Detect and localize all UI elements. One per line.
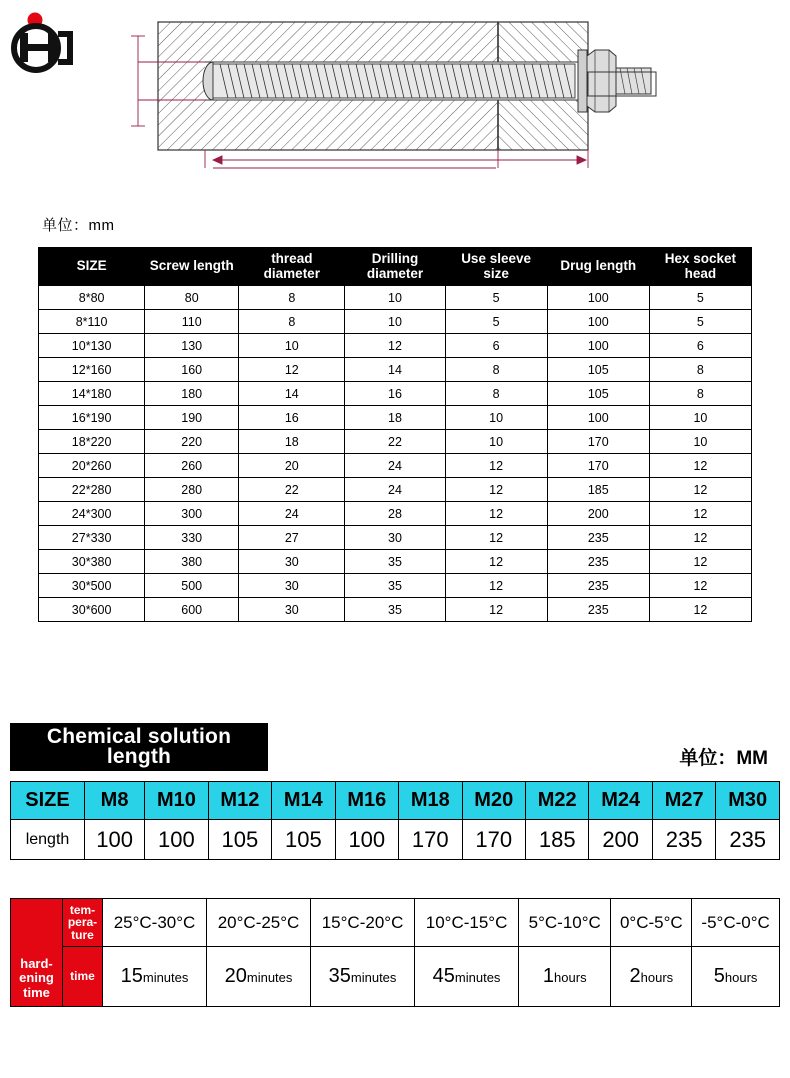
time-unit: hours: [554, 970, 587, 985]
chem-size-cell: M27: [652, 782, 715, 820]
cell-thread-diameter: 12: [239, 358, 345, 382]
cell-drilling-diameter: 18: [345, 406, 445, 430]
cell-size: 30*600: [39, 598, 145, 622]
time-cell: [103, 947, 207, 1007]
anchor-bolt-diagram: [0, 0, 790, 178]
chem-length-cell: 235: [716, 820, 780, 860]
cell-hex-socket-head: 12: [649, 454, 751, 478]
cell-drilling-diameter: 35: [345, 574, 445, 598]
cell-drilling-diameter: 35: [345, 598, 445, 622]
chemical-length-table: [10, 781, 780, 860]
cell-drilling-diameter: 30: [345, 526, 445, 550]
cell-sleeve-size: 12: [445, 574, 547, 598]
table-row: [39, 334, 752, 358]
cell-hex-socket-head: 10: [649, 430, 751, 454]
cell-size: 16*190: [39, 406, 145, 430]
chem-size-cell: M22: [525, 782, 588, 820]
chem-size-cell: M12: [208, 782, 271, 820]
cell-sleeve-size: 12: [445, 598, 547, 622]
cell-screw-length: 190: [145, 406, 239, 430]
chem-length-cell: 200: [589, 820, 652, 860]
cell-size: 20*260: [39, 454, 145, 478]
table-row: [39, 574, 752, 598]
cell-hex-socket-head: 10: [649, 406, 751, 430]
cell-drug-length: 235: [547, 526, 649, 550]
cell-size: 27*330: [39, 526, 145, 550]
table-row: [39, 310, 752, 334]
diagram-svg: [0, 0, 790, 178]
cell-sleeve-size: 10: [445, 430, 547, 454]
time-value: 2: [629, 965, 641, 987]
cell-hex-socket-head: 8: [649, 382, 751, 406]
chem-size-cell: M20: [462, 782, 525, 820]
chem-length-cell: 105: [272, 820, 335, 860]
time-value: 35: [328, 965, 351, 987]
chem-length-cell: 235: [652, 820, 715, 860]
time-unit: hours: [640, 970, 674, 985]
table-row: [39, 382, 752, 406]
chem-length-cell: 105: [208, 820, 271, 860]
table-row: [39, 598, 752, 622]
cell-size: 12*160: [39, 358, 145, 382]
cell-screw-length: 110: [145, 310, 239, 334]
table-row: [39, 478, 752, 502]
cell-size: 30*380: [39, 550, 145, 574]
cell-screw-length: 330: [145, 526, 239, 550]
cell-size: 8*80: [39, 286, 145, 310]
chem-length-cell: 185: [525, 820, 588, 860]
cell-thread-diameter: 20: [239, 454, 345, 478]
chem-row-label-size: SIZE: [11, 782, 85, 820]
cell-thread-diameter: 18: [239, 430, 345, 454]
cell-sleeve-size: 8: [445, 382, 547, 406]
label-temperature: tem-pera-ture: [63, 899, 103, 947]
table-row: [39, 550, 752, 574]
cell-thread-diameter: 24: [239, 502, 345, 526]
col-header-use-sleeve-size: Use sleeve size: [445, 248, 547, 286]
time-value: 1: [542, 965, 555, 987]
time-value: 15: [120, 965, 143, 987]
cell-hex-socket-head: 5: [649, 310, 751, 334]
col-header-size: SIZE: [39, 248, 145, 286]
cell-thread-diameter: 14: [239, 382, 345, 406]
cell-sleeve-size: 12: [445, 502, 547, 526]
temperature-cell: 25°C-30°C: [103, 899, 207, 947]
cell-drilling-diameter: 14: [345, 358, 445, 382]
table-row: [39, 430, 752, 454]
cell-sleeve-size: 5: [445, 310, 547, 334]
time-value: 5: [713, 965, 725, 987]
cell-size: 30*500: [39, 574, 145, 598]
cell-screw-length: 130: [145, 334, 239, 358]
cell-hex-socket-head: 12: [649, 574, 751, 598]
cell-sleeve-size: 5: [445, 286, 547, 310]
cell-size: 10*130: [39, 334, 145, 358]
chem-length-cell: 170: [399, 820, 462, 860]
cell-screw-length: 220: [145, 430, 239, 454]
cell-sleeve-size: 6: [445, 334, 547, 358]
table-row: [39, 358, 752, 382]
unit-label-MM: 单位：MM: [679, 748, 768, 769]
table-row: [39, 526, 752, 550]
cell-drug-length: 105: [547, 382, 649, 406]
time-row: [11, 947, 780, 1007]
unit-label-mm: 单位：mm: [42, 217, 115, 234]
cell-thread-diameter: 22: [239, 478, 345, 502]
cell-drug-length: 100: [547, 334, 649, 358]
col-header-thread-diameter: thread diameter: [239, 248, 345, 286]
temperature-cell: 15°C-20°C: [311, 899, 415, 947]
chem-length-cell: 100: [145, 820, 208, 860]
cell-drilling-diameter: 28: [345, 502, 445, 526]
chem-size-cell: M10: [145, 782, 208, 820]
cell-hex-socket-head: 12: [649, 526, 751, 550]
cell-screw-length: 300: [145, 502, 239, 526]
cell-sleeve-size: 12: [445, 526, 547, 550]
chem-size-row: [11, 782, 780, 820]
cell-thread-diameter: 30: [239, 550, 345, 574]
time-cell: [415, 947, 519, 1007]
cell-screw-length: 160: [145, 358, 239, 382]
col-header-hex-socket-head: Hex socket head: [649, 248, 751, 286]
table-row: [39, 406, 752, 430]
hardening-time-table: [10, 898, 780, 1007]
col-header-screw-length: Screw length: [145, 248, 239, 286]
cell-drug-length: 100: [547, 310, 649, 334]
cell-hex-socket-head: 12: [649, 478, 751, 502]
cell-size: 8*110: [39, 310, 145, 334]
chem-size-cell: M14: [272, 782, 335, 820]
cell-drilling-diameter: 10: [345, 286, 445, 310]
time-unit: minutes: [350, 970, 397, 985]
cell-drilling-diameter: 16: [345, 382, 445, 406]
cell-size: 18*220: [39, 430, 145, 454]
table-header-row: [39, 248, 752, 286]
time-cell: [519, 947, 611, 1007]
size-specification-table: [38, 247, 752, 622]
time-value: 45: [432, 965, 455, 987]
cell-drilling-diameter: 12: [345, 334, 445, 358]
cell-sleeve-size: 12: [445, 478, 547, 502]
cell-drug-length: 100: [547, 286, 649, 310]
cell-hex-socket-head: 12: [649, 502, 751, 526]
cell-hex-socket-head: 12: [649, 550, 751, 574]
temperature-cell: 20°C-25°C: [207, 899, 311, 947]
label-time: time: [63, 947, 103, 1007]
temperature-cell: -5°C-0°C: [692, 899, 780, 947]
temperature-cell: 0°C-5°C: [611, 899, 692, 947]
time-cell: [207, 947, 311, 1007]
cell-size: 14*180: [39, 382, 145, 406]
cell-drilling-diameter: 35: [345, 550, 445, 574]
table-row: [39, 286, 752, 310]
cell-sleeve-size: 10: [445, 406, 547, 430]
chem-length-cell: 100: [85, 820, 145, 860]
chem-length-row: [11, 820, 780, 860]
cell-drug-length: 100: [547, 406, 649, 430]
cell-drug-length: 235: [547, 574, 649, 598]
cell-drug-length: 185: [547, 478, 649, 502]
temperature-cell: 10°C-15°C: [415, 899, 519, 947]
cell-drilling-diameter: 24: [345, 454, 445, 478]
cell-sleeve-size: 12: [445, 550, 547, 574]
cell-drilling-diameter: 24: [345, 478, 445, 502]
chem-size-cell: M24: [589, 782, 652, 820]
cell-drug-length: 235: [547, 598, 649, 622]
chem-size-cell: M16: [335, 782, 398, 820]
time-unit: minutes: [142, 970, 189, 985]
cell-size: 22*280: [39, 478, 145, 502]
time-value: 20: [224, 965, 247, 987]
chem-length-cell: 100: [335, 820, 398, 860]
cell-screw-length: 380: [145, 550, 239, 574]
cell-drug-length: 200: [547, 502, 649, 526]
cell-size: 24*300: [39, 502, 145, 526]
cell-drilling-diameter: 22: [345, 430, 445, 454]
cell-screw-length: 180: [145, 382, 239, 406]
cell-thread-diameter: 27: [239, 526, 345, 550]
cell-drug-length: 170: [547, 454, 649, 478]
cell-thread-diameter: 30: [239, 574, 345, 598]
cell-sleeve-size: 12: [445, 454, 547, 478]
cell-hex-socket-head: 8: [649, 358, 751, 382]
cell-thread-diameter: 30: [239, 598, 345, 622]
chem-size-cell: M18: [399, 782, 462, 820]
col-header-drilling-diameter: Drilling diameter: [345, 248, 445, 286]
cell-drug-length: 235: [547, 550, 649, 574]
cell-thread-diameter: 10: [239, 334, 345, 358]
chem-size-cell: M8: [85, 782, 145, 820]
time-unit: minutes: [454, 970, 501, 985]
cell-drug-length: 170: [547, 430, 649, 454]
cell-drilling-diameter: 10: [345, 310, 445, 334]
time-unit: hours: [724, 970, 758, 985]
temperature-cell: 5°C-10°C: [519, 899, 611, 947]
chem-size-cell: M30: [716, 782, 780, 820]
cell-drug-length: 105: [547, 358, 649, 382]
company-logo: [8, 12, 88, 74]
time-cell: [311, 947, 415, 1007]
cell-sleeve-size: 8: [445, 358, 547, 382]
cell-screw-length: 500: [145, 574, 239, 598]
cell-thread-diameter: 8: [239, 310, 345, 334]
cell-thread-diameter: 8: [239, 286, 345, 310]
chem-row-label-length: length: [11, 820, 85, 860]
cell-screw-length: 280: [145, 478, 239, 502]
table-row: [39, 502, 752, 526]
chem-length-cell: 170: [462, 820, 525, 860]
time-cell: [692, 947, 780, 1007]
cell-screw-length: 600: [145, 598, 239, 622]
cell-screw-length: 80: [145, 286, 239, 310]
temperature-row: [11, 899, 780, 947]
chemical-solution-banner: Chemical solution length: [10, 723, 268, 771]
hardening-time-row-title: hard-ening time: [11, 899, 63, 1007]
cell-thread-diameter: 16: [239, 406, 345, 430]
cell-hex-socket-head: 12: [649, 598, 751, 622]
cell-screw-length: 260: [145, 454, 239, 478]
cell-hex-socket-head: 6: [649, 334, 751, 358]
time-unit: minutes: [246, 970, 293, 985]
col-header-drug-length: Drug length: [547, 248, 649, 286]
cell-hex-socket-head: 5: [649, 286, 751, 310]
table-row: [39, 454, 752, 478]
time-cell: [611, 947, 692, 1007]
